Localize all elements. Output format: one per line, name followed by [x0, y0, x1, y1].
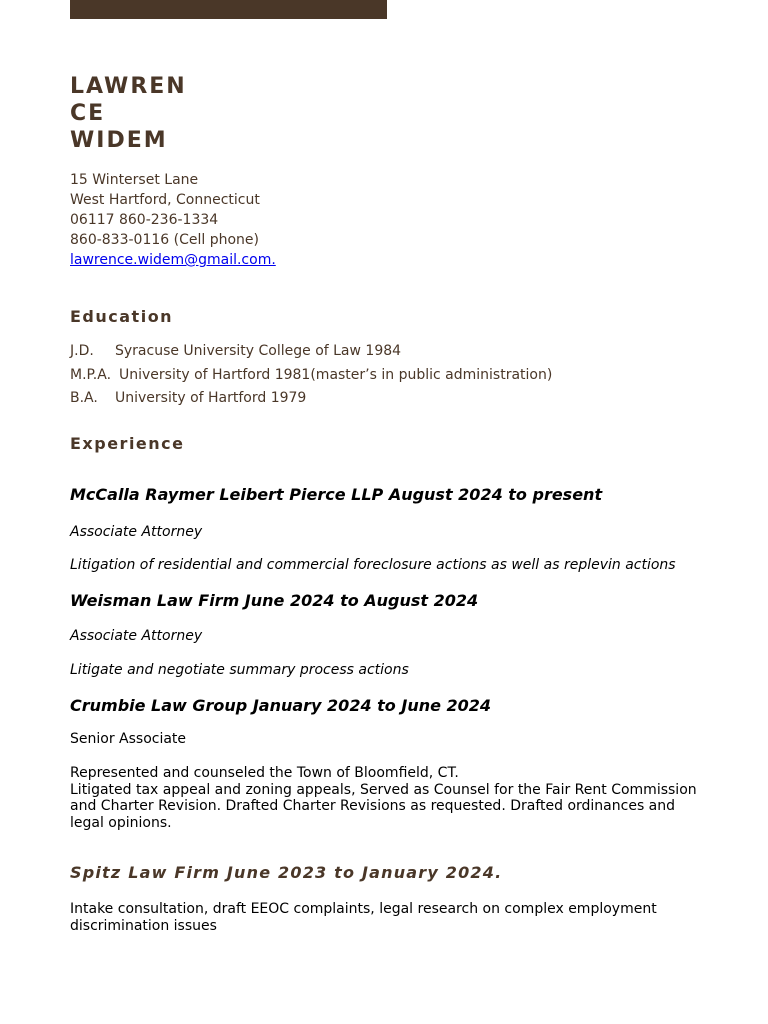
- name-line-3: WIDEM: [70, 128, 168, 153]
- education-degree: B.A.: [70, 390, 98, 406]
- resume-name: [70, 73, 187, 154]
- education-degree: J.D.: [70, 343, 94, 359]
- contact-zip-phone: 06117 860-236-1334: [70, 212, 219, 228]
- contact-cell: 860-833-0116 (Cell phone): [70, 232, 259, 248]
- job-role: Associate Attorney: [70, 628, 203, 644]
- job-description-line: Litigated tax appeal and zoning appeals, Served as Counsel for the Fair Rent Commission and Charter Revision. Drafted Charter Revisions as requested. Drafted ordinances and legal opinions.: [70, 781, 697, 831]
- education-detail: Syracuse University College of Law 1984: [115, 343, 402, 359]
- job-role: Senior Associate: [70, 731, 187, 747]
- job-description: Intake consultation, draft EEOC complaints, legal research on complex employment discrimination issues: [70, 901, 657, 934]
- education-heading: Education: [70, 307, 174, 326]
- education-item: [70, 367, 552, 383]
- job-title: McCalla Raymer Leibert Pierce LLP August 2024 to present: [70, 485, 603, 504]
- job-description: [70, 765, 700, 831]
- education-detail: University of Hartford 1979: [115, 390, 307, 406]
- contact-city: West Hartford, Connecticut: [70, 192, 260, 208]
- job-title: Weisman Law Firm June 2024 to August 2024: [70, 591, 479, 610]
- experience-heading: Experience: [70, 434, 185, 453]
- education-item: [70, 343, 401, 359]
- name-line-1: LAWREN: [70, 74, 187, 99]
- job-title: Crumbie Law Group January 2024 to June 2024: [70, 696, 492, 715]
- job-description-line: Represented and counseled the Town of Bloomfield, CT.: [70, 765, 459, 781]
- education-degree: M.P.A.: [70, 367, 112, 383]
- education-detail: University of Hartford 1981(master’s in public administration): [119, 367, 553, 383]
- contact-block: [70, 170, 276, 270]
- contact-email-link[interactable]: lawrence.widem@gmail.com.: [70, 252, 276, 268]
- job-role: Associate Attorney: [70, 524, 203, 540]
- header-decorative-bar: [70, 0, 387, 19]
- education-item: [70, 390, 306, 406]
- job-description: Litigate and negotiate summary process actions: [70, 662, 409, 678]
- contact-street: 15 Winterset Lane: [70, 172, 199, 188]
- job-description: Litigation of residential and commercial foreclosure actions as well as replevin actions: [70, 557, 676, 573]
- job-title: Spitz Law Firm June 2023 to January 2024.: [70, 863, 503, 882]
- name-line-2: CE: [70, 101, 106, 126]
